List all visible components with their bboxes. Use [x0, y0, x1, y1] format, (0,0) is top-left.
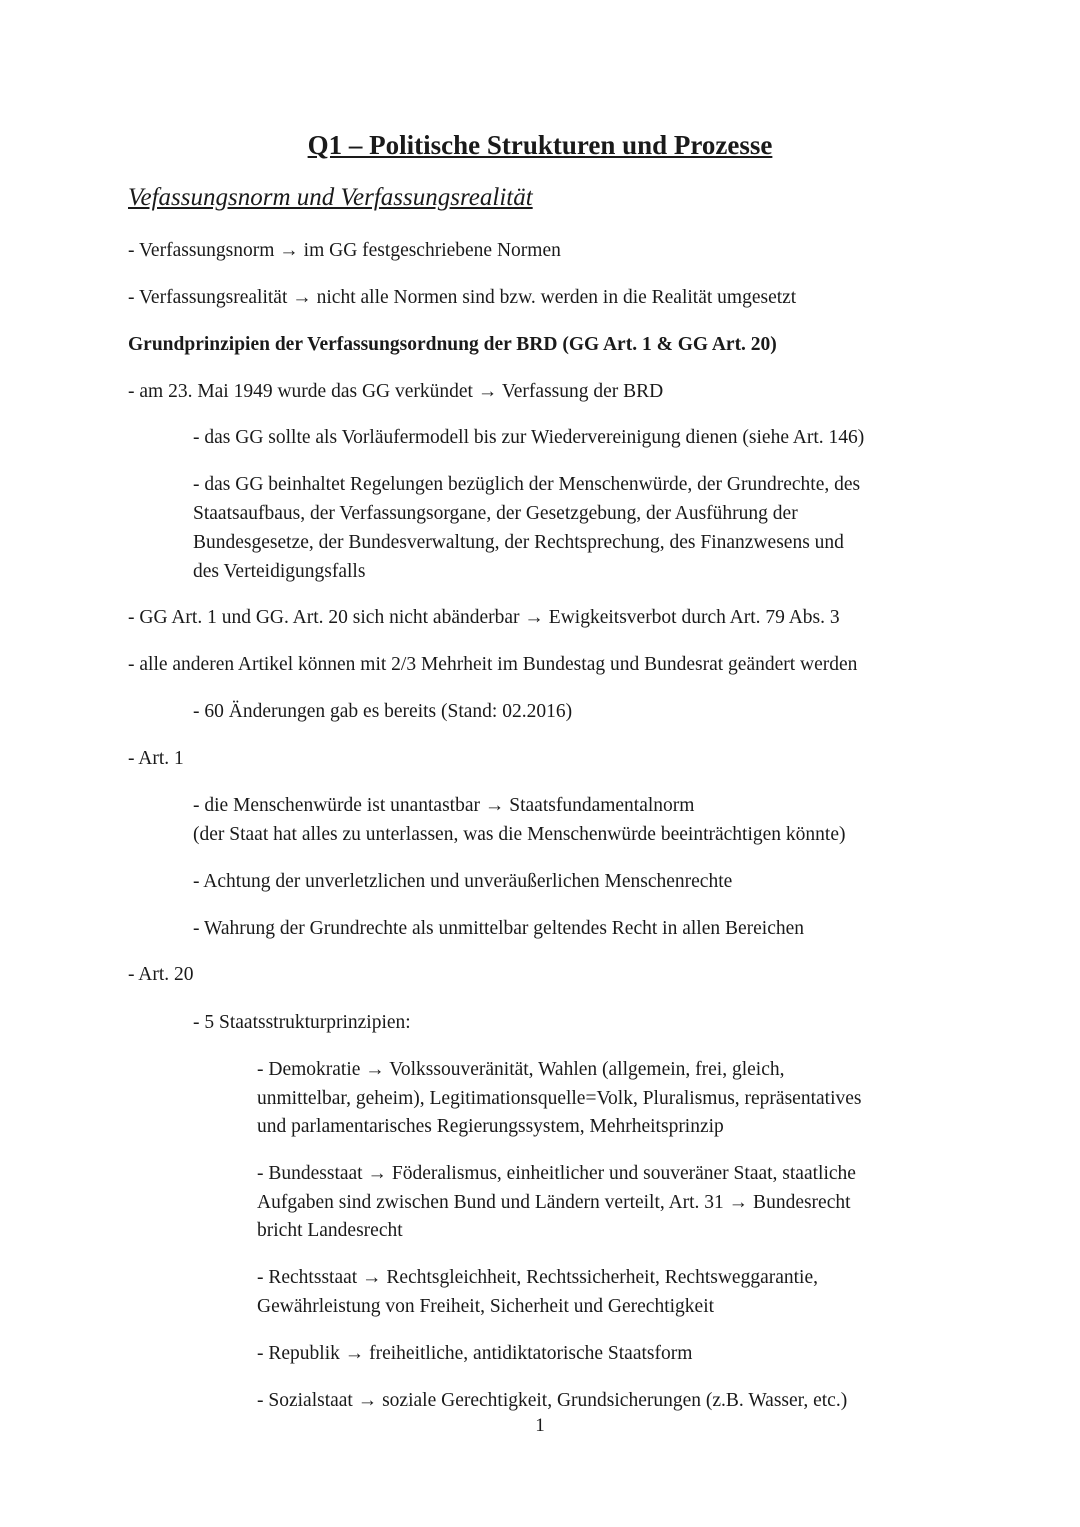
- text-line: bricht Landesrecht: [257, 1220, 403, 1241]
- section-heading: Vefassungsnorm und Verfassungsrealität: [128, 184, 533, 211]
- text-line: - das GG beinhaltet Regelungen bezüglich der Menschenwürde, der Grundrechte, des: [193, 474, 861, 495]
- text-line: Gewährleistung von Freiheit, Sicherheit und Gerechtigkeit: [257, 1296, 715, 1317]
- text-line: - Achtung der unverletzlichen und unveräußerlichen Menschenrechte: [193, 871, 733, 892]
- text-line: - Art. 1: [128, 748, 184, 769]
- page-number: 1: [535, 1415, 545, 1436]
- text-line: - GG Art. 1 und GG. Art. 20 sich nicht abänderbar → Ewigkeitsverbot durch Art. 79 Abs. 3: [128, 607, 840, 628]
- text-line: und parlamentarisches Regierungssystem, Mehrheitsprinzip: [257, 1116, 724, 1137]
- text-line: - das GG sollte als Vorläufermodell bis zur Wiedervereinigung dienen (siehe Art. 146): [193, 427, 865, 448]
- text-line: - 5 Staatsstrukturprinzipien:: [193, 1012, 411, 1033]
- text-line: - Rechtsstaat → Rechtsgleichheit, Rechtssicherheit, Rechtsweggarantie,: [257, 1267, 818, 1288]
- text-line: (der Staat hat alles zu unterlassen, was die Menschenwürde beeinträchtigen könnte): [193, 824, 846, 845]
- text-line: des Verteidigungsfalls: [193, 561, 366, 582]
- text-line: - Bundesstaat → Föderalismus, einheitlicher und souveräner Staat, staatliche: [257, 1163, 856, 1184]
- page-title: Q1 – Politische Strukturen und Prozesse: [307, 130, 773, 160]
- text-line: - die Menschenwürde ist unantastbar → Staatsfundamentalnorm: [193, 795, 695, 816]
- text-line: - Sozialstaat → soziale Gerechtigkeit, Grundsicherungen (z.B. Wasser, etc.): [257, 1390, 848, 1411]
- text-line: Bundesgesetze, der Bundesverwaltung, der Rechtsprechung, des Finanzwesens und: [193, 532, 844, 553]
- bold-heading: Grundprinzipien der Verfassungsordnung der BRD (GG Art. 1 & GG Art. 20): [128, 334, 777, 355]
- text-line: - alle anderen Artikel können mit 2/3 Mehrheit im Bundestag und Bundesrat geändert werden: [128, 654, 858, 675]
- text-line: Staatsaufbaus, der Verfassungsorgane, der Gesetzgebung, der Ausführung der: [193, 503, 798, 524]
- text-line: unmittelbar, geheim), Legitimationsquelle=Volk, Pluralismus, repräsentatives: [257, 1088, 862, 1109]
- text-line: Aufgaben sind zwischen Bund und Ländern verteilt, Art. 31 → Bundesrecht: [257, 1192, 851, 1213]
- text-line: - Demokratie → Volkssouveränität, Wahlen (allgemein, frei, gleich,: [257, 1059, 785, 1080]
- text-line: - Verfassungsrealität → nicht alle Normen sind bzw. werden in die Realität umgesetzt: [128, 287, 797, 308]
- text-line: - 60 Änderungen gab es bereits (Stand: 02.2016): [193, 701, 573, 722]
- text-line: - am 23. Mai 1949 wurde das GG verkündet → Verfassung der BRD: [128, 381, 664, 402]
- text-line: - Wahrung der Grundrechte als unmittelbar geltendes Recht in allen Bereichen: [193, 918, 805, 939]
- text-line: - Republik → freiheitliche, antidiktatorische Staatsform: [257, 1343, 693, 1364]
- text-line: - Art. 20: [128, 964, 194, 985]
- text-line: - Verfassungsnorm → im GG festgeschriebene Normen: [128, 240, 561, 261]
